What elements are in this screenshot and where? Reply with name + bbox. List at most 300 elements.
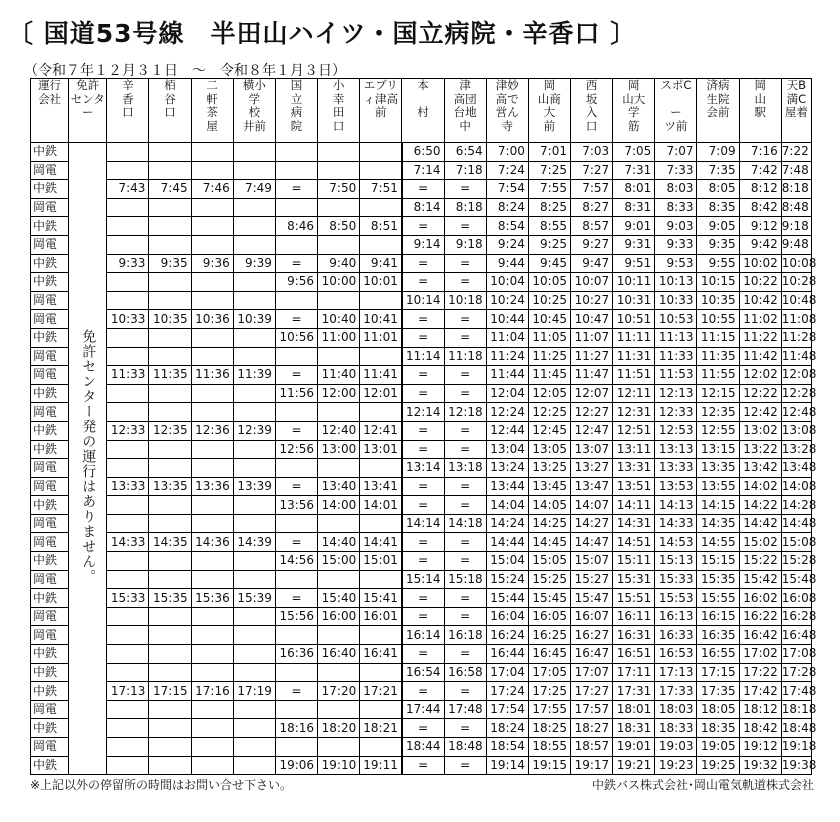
time-cell: 15:53 bbox=[655, 589, 697, 608]
time-cell: 19:25 bbox=[697, 756, 739, 775]
time-cell: 10:55 bbox=[697, 310, 739, 329]
time-cell: 15:18 bbox=[444, 570, 486, 589]
table-row bbox=[31, 273, 812, 292]
time-cell bbox=[107, 198, 149, 217]
time-cell: = bbox=[444, 180, 486, 199]
time-cell bbox=[107, 552, 149, 571]
period-label: （令和７年１２月３１日 ～ 令和８年１月３日） bbox=[24, 63, 346, 79]
time-cell: 15:22 bbox=[739, 552, 781, 571]
time-cell bbox=[149, 719, 191, 738]
time-cell bbox=[318, 626, 360, 645]
time-cell: 17:19 bbox=[233, 682, 275, 701]
time-cell: 14:31 bbox=[613, 514, 655, 533]
table-row bbox=[31, 217, 812, 236]
time-cell bbox=[233, 328, 275, 347]
table-row bbox=[31, 477, 812, 496]
time-cell: 10:47 bbox=[571, 310, 613, 329]
time-cell: 10:35 bbox=[149, 310, 191, 329]
time-cell: 13:18 bbox=[444, 459, 486, 478]
time-cell: 9:14 bbox=[402, 235, 444, 254]
time-cell bbox=[107, 570, 149, 589]
time-cell: 13:45 bbox=[528, 477, 570, 496]
operator-cell: 岡電 bbox=[31, 738, 69, 757]
time-cell: 13:28 bbox=[781, 440, 811, 459]
time-cell: 13:33 bbox=[655, 459, 697, 478]
operator-cell: 岡電 bbox=[31, 477, 69, 496]
operator-cell: 中鉄 bbox=[31, 756, 69, 775]
time-cell: 10:39 bbox=[233, 310, 275, 329]
time-cell: 17:15 bbox=[697, 663, 739, 682]
time-cell: 15:08 bbox=[781, 533, 811, 552]
table-row bbox=[31, 180, 812, 199]
time-cell bbox=[107, 626, 149, 645]
time-cell: = bbox=[444, 682, 486, 701]
time-cell: 17:08 bbox=[781, 645, 811, 664]
time-cell: 18:21 bbox=[360, 719, 402, 738]
time-cell: 12:41 bbox=[360, 421, 402, 440]
operator-cell: 岡電 bbox=[31, 198, 69, 217]
time-cell: 16:13 bbox=[655, 607, 697, 626]
time-cell bbox=[107, 700, 149, 719]
time-cell bbox=[318, 347, 360, 366]
time-cell: 17:28 bbox=[781, 663, 811, 682]
table-row bbox=[31, 570, 812, 589]
time-cell bbox=[360, 626, 402, 645]
time-cell bbox=[233, 217, 275, 236]
table-row bbox=[31, 347, 812, 366]
timetable bbox=[30, 78, 817, 775]
time-cell: 16:07 bbox=[571, 607, 613, 626]
time-cell: 19:10 bbox=[318, 756, 360, 775]
time-cell: 15:00 bbox=[318, 552, 360, 571]
time-cell bbox=[233, 235, 275, 254]
time-cell: 15:51 bbox=[613, 589, 655, 608]
time-cell: 11:51 bbox=[613, 366, 655, 385]
time-cell: 14:27 bbox=[571, 514, 613, 533]
time-cell: 16:40 bbox=[318, 645, 360, 664]
time-cell bbox=[360, 143, 402, 162]
time-cell: 13:42 bbox=[739, 459, 781, 478]
time-cell bbox=[360, 198, 402, 217]
time-cell: 17:44 bbox=[402, 700, 444, 719]
header-row bbox=[31, 79, 812, 143]
time-cell: 15:41 bbox=[360, 589, 402, 608]
table-row bbox=[31, 719, 812, 738]
time-cell: 10:41 bbox=[360, 310, 402, 329]
time-cell: 10:04 bbox=[486, 273, 528, 292]
time-cell: 11:47 bbox=[571, 366, 613, 385]
time-cell: 15:33 bbox=[655, 570, 697, 589]
time-cell: = bbox=[402, 756, 444, 775]
time-cell bbox=[360, 570, 402, 589]
time-cell: = bbox=[444, 496, 486, 515]
time-cell: 13:53 bbox=[655, 477, 697, 496]
time-cell: 19:15 bbox=[528, 756, 570, 775]
time-cell: 15:28 bbox=[781, 552, 811, 571]
time-cell: 9:35 bbox=[697, 235, 739, 254]
time-cell: 8:18 bbox=[444, 198, 486, 217]
time-cell bbox=[233, 626, 275, 645]
time-cell: 10:35 bbox=[697, 291, 739, 310]
operator-cell: 中鉄 bbox=[31, 180, 69, 199]
time-cell: 13:15 bbox=[697, 440, 739, 459]
time-cell: 12:07 bbox=[571, 384, 613, 403]
time-cell bbox=[318, 143, 360, 162]
time-cell bbox=[191, 514, 233, 533]
time-cell: 14:08 bbox=[781, 477, 811, 496]
time-cell: 9:42 bbox=[739, 235, 781, 254]
table-row bbox=[31, 496, 812, 515]
time-cell: 15:25 bbox=[528, 570, 570, 589]
time-cell: 15:02 bbox=[739, 533, 781, 552]
time-cell: = bbox=[444, 552, 486, 571]
time-cell: 12:08 bbox=[781, 366, 811, 385]
time-cell: = bbox=[444, 310, 486, 329]
time-cell: 10:45 bbox=[528, 310, 570, 329]
time-cell: 11:11 bbox=[613, 328, 655, 347]
time-cell: 10:31 bbox=[613, 291, 655, 310]
time-cell: 11:27 bbox=[571, 347, 613, 366]
time-cell: 12:39 bbox=[233, 421, 275, 440]
time-cell: = bbox=[275, 254, 317, 273]
time-cell bbox=[318, 291, 360, 310]
time-cell: 15:36 bbox=[191, 589, 233, 608]
time-cell: 7:48 bbox=[781, 161, 811, 180]
table-row bbox=[31, 161, 812, 180]
time-cell: 16:00 bbox=[318, 607, 360, 626]
time-cell: 13:56 bbox=[275, 496, 317, 515]
time-cell: 17:54 bbox=[486, 700, 528, 719]
table-row bbox=[31, 663, 812, 682]
time-cell: 18:03 bbox=[655, 700, 697, 719]
time-cell: 10:44 bbox=[486, 310, 528, 329]
time-cell: 13:02 bbox=[739, 421, 781, 440]
time-cell bbox=[360, 161, 402, 180]
time-cell: 16:28 bbox=[781, 607, 811, 626]
time-cell: 7:22 bbox=[781, 143, 811, 162]
time-cell bbox=[191, 700, 233, 719]
time-cell: 17:48 bbox=[444, 700, 486, 719]
time-cell: 17:57 bbox=[571, 700, 613, 719]
time-cell bbox=[360, 663, 402, 682]
time-cell bbox=[318, 663, 360, 682]
time-cell bbox=[149, 514, 191, 533]
time-cell bbox=[318, 738, 360, 757]
time-cell: 16:14 bbox=[402, 626, 444, 645]
time-cell bbox=[275, 700, 317, 719]
time-cell: 15:07 bbox=[571, 552, 613, 571]
time-cell bbox=[233, 161, 275, 180]
time-cell: 17:20 bbox=[318, 682, 360, 701]
table-row bbox=[31, 459, 812, 478]
time-cell bbox=[191, 607, 233, 626]
time-cell: 14:51 bbox=[613, 533, 655, 552]
time-cell: 14:44 bbox=[486, 533, 528, 552]
time-cell: 14:56 bbox=[275, 552, 317, 571]
time-cell: 18:54 bbox=[486, 738, 528, 757]
time-cell: 12:00 bbox=[318, 384, 360, 403]
time-cell bbox=[191, 626, 233, 645]
time-cell bbox=[107, 440, 149, 459]
time-cell: 12:22 bbox=[739, 384, 781, 403]
time-cell: = bbox=[444, 217, 486, 236]
time-cell bbox=[233, 496, 275, 515]
time-cell: 10:36 bbox=[191, 310, 233, 329]
time-cell: 9:47 bbox=[571, 254, 613, 273]
time-cell: 10:13 bbox=[655, 273, 697, 292]
time-cell: 17:48 bbox=[781, 682, 811, 701]
time-cell bbox=[233, 719, 275, 738]
time-cell: 18:20 bbox=[318, 719, 360, 738]
col-header: 津 高団 台地 中 bbox=[444, 79, 486, 143]
time-cell: 17:04 bbox=[486, 663, 528, 682]
time-cell: 14:33 bbox=[655, 514, 697, 533]
time-cell bbox=[107, 514, 149, 533]
time-cell: 16:36 bbox=[275, 645, 317, 664]
time-cell bbox=[149, 663, 191, 682]
time-cell: 12:15 bbox=[697, 384, 739, 403]
time-cell bbox=[191, 440, 233, 459]
operator-cell: 中鉄 bbox=[31, 719, 69, 738]
time-cell: = bbox=[402, 180, 444, 199]
time-cell: 12:31 bbox=[613, 403, 655, 422]
time-cell: 9:39 bbox=[233, 254, 275, 273]
time-cell: 7:01 bbox=[528, 143, 570, 162]
col-header: 本 村 bbox=[402, 79, 444, 143]
time-cell: 19:03 bbox=[655, 738, 697, 757]
time-cell: 11:39 bbox=[233, 366, 275, 385]
time-cell: 11:55 bbox=[697, 366, 739, 385]
time-cell: 11:14 bbox=[402, 347, 444, 366]
time-cell: 7:00 bbox=[486, 143, 528, 162]
operator-cell: 中鉄 bbox=[31, 143, 69, 162]
col-header: 栢 谷 口 bbox=[149, 79, 191, 143]
time-cell: 14:33 bbox=[107, 533, 149, 552]
time-cell: 8:46 bbox=[275, 217, 317, 236]
time-cell bbox=[318, 570, 360, 589]
time-cell: = bbox=[444, 645, 486, 664]
time-cell: 7:07 bbox=[655, 143, 697, 162]
time-cell: 10:24 bbox=[486, 291, 528, 310]
time-cell: 11:01 bbox=[360, 328, 402, 347]
time-cell: 13:07 bbox=[571, 440, 613, 459]
time-cell: 7:43 bbox=[107, 180, 149, 199]
operator-cell: 中鉄 bbox=[31, 421, 69, 440]
time-cell bbox=[191, 403, 233, 422]
time-cell: 14:41 bbox=[360, 533, 402, 552]
operator-cell: 中鉄 bbox=[31, 440, 69, 459]
time-cell: 10:40 bbox=[318, 310, 360, 329]
time-cell: = bbox=[444, 254, 486, 273]
time-cell bbox=[275, 198, 317, 217]
time-cell bbox=[107, 719, 149, 738]
time-cell bbox=[191, 198, 233, 217]
time-cell: 10:11 bbox=[613, 273, 655, 292]
time-cell: 9:40 bbox=[318, 254, 360, 273]
time-cell: = bbox=[444, 440, 486, 459]
time-cell: = bbox=[444, 533, 486, 552]
time-cell: 17:25 bbox=[528, 682, 570, 701]
time-cell: 16:18 bbox=[444, 626, 486, 645]
time-cell: 12:56 bbox=[275, 440, 317, 459]
time-cell: 8:05 bbox=[697, 180, 739, 199]
time-cell bbox=[191, 328, 233, 347]
time-cell: 14:05 bbox=[528, 496, 570, 515]
operator-cell: 岡電 bbox=[31, 514, 69, 533]
time-cell: 14:22 bbox=[739, 496, 781, 515]
time-cell: 17:16 bbox=[191, 682, 233, 701]
time-cell: 15:01 bbox=[360, 552, 402, 571]
time-cell: 14:04 bbox=[486, 496, 528, 515]
time-cell bbox=[233, 663, 275, 682]
col-header: 天B 満C 屋着 bbox=[781, 79, 811, 143]
time-cell: 12:28 bbox=[781, 384, 811, 403]
time-cell bbox=[107, 235, 149, 254]
time-cell: 8:42 bbox=[739, 198, 781, 217]
time-cell bbox=[191, 570, 233, 589]
time-cell: 7:46 bbox=[191, 180, 233, 199]
time-cell: 14:11 bbox=[613, 496, 655, 515]
col-header: 二 軒 茶 屋 bbox=[191, 79, 233, 143]
operator-cell: 岡電 bbox=[31, 533, 69, 552]
col-header: 免許 センター bbox=[69, 79, 107, 143]
time-cell: 9:27 bbox=[571, 235, 613, 254]
time-cell: 15:35 bbox=[697, 570, 739, 589]
time-cell: = bbox=[275, 477, 317, 496]
time-cell: 19:17 bbox=[571, 756, 613, 775]
time-cell: 10:22 bbox=[739, 273, 781, 292]
time-cell: = bbox=[402, 366, 444, 385]
time-cell: 9:24 bbox=[486, 235, 528, 254]
time-cell bbox=[275, 626, 317, 645]
time-cell: 10:00 bbox=[318, 273, 360, 292]
time-cell: 9:48 bbox=[781, 235, 811, 254]
time-cell: 17:27 bbox=[571, 682, 613, 701]
time-cell bbox=[149, 235, 191, 254]
time-cell bbox=[191, 719, 233, 738]
time-cell bbox=[107, 384, 149, 403]
time-cell: 6:54 bbox=[444, 143, 486, 162]
time-cell: = bbox=[402, 552, 444, 571]
time-cell: 7:35 bbox=[697, 161, 739, 180]
time-cell: 13:08 bbox=[781, 421, 811, 440]
time-cell: 16:44 bbox=[486, 645, 528, 664]
time-cell bbox=[149, 756, 191, 775]
time-cell: 13:35 bbox=[149, 477, 191, 496]
time-cell bbox=[107, 161, 149, 180]
time-cell: = bbox=[402, 310, 444, 329]
time-cell bbox=[149, 161, 191, 180]
time-cell: 19:11 bbox=[360, 756, 402, 775]
time-cell: = bbox=[275, 533, 317, 552]
time-cell: 15:45 bbox=[528, 589, 570, 608]
time-cell: 16:25 bbox=[528, 626, 570, 645]
operator-cell: 中鉄 bbox=[31, 496, 69, 515]
time-cell bbox=[233, 403, 275, 422]
time-cell bbox=[191, 738, 233, 757]
col-header: 岡 山 駅 bbox=[739, 79, 781, 143]
time-cell: 13:05 bbox=[528, 440, 570, 459]
time-cell: 19:06 bbox=[275, 756, 317, 775]
time-cell bbox=[233, 291, 275, 310]
time-cell: 13:35 bbox=[697, 459, 739, 478]
time-cell bbox=[149, 217, 191, 236]
time-cell: 10:51 bbox=[613, 310, 655, 329]
time-cell: 11:56 bbox=[275, 384, 317, 403]
time-cell: 14:07 bbox=[571, 496, 613, 515]
time-cell bbox=[233, 607, 275, 626]
time-cell bbox=[149, 347, 191, 366]
time-cell bbox=[191, 645, 233, 664]
time-cell: 15:04 bbox=[486, 552, 528, 571]
time-cell bbox=[149, 459, 191, 478]
time-cell: 16:41 bbox=[360, 645, 402, 664]
time-cell: 18:16 bbox=[275, 719, 317, 738]
time-cell bbox=[275, 570, 317, 589]
time-cell: = bbox=[402, 719, 444, 738]
operator-cell: 岡電 bbox=[31, 291, 69, 310]
time-cell bbox=[233, 440, 275, 459]
time-cell: 8:24 bbox=[486, 198, 528, 217]
time-cell: = bbox=[444, 719, 486, 738]
time-cell: 9:41 bbox=[360, 254, 402, 273]
time-cell: 13:41 bbox=[360, 477, 402, 496]
col-header: 岡 山商 大 前 bbox=[528, 79, 570, 143]
time-cell: 10:25 bbox=[528, 291, 570, 310]
time-cell: 7:57 bbox=[571, 180, 613, 199]
time-cell: 17:13 bbox=[655, 663, 697, 682]
time-cell: = bbox=[444, 477, 486, 496]
time-cell: 19:12 bbox=[739, 738, 781, 757]
time-cell: = bbox=[402, 645, 444, 664]
time-cell: 17:24 bbox=[486, 682, 528, 701]
time-cell: 13:01 bbox=[360, 440, 402, 459]
time-cell: 14:15 bbox=[697, 496, 739, 515]
time-cell: 11:22 bbox=[739, 328, 781, 347]
time-cell: 8:55 bbox=[528, 217, 570, 236]
time-cell: 9:31 bbox=[613, 235, 655, 254]
time-cell: 7:50 bbox=[318, 180, 360, 199]
time-cell: = bbox=[275, 310, 317, 329]
time-cell: 11:35 bbox=[149, 366, 191, 385]
table-row bbox=[31, 235, 812, 254]
table-row bbox=[31, 403, 812, 422]
time-cell bbox=[233, 384, 275, 403]
time-cell: 15:47 bbox=[571, 589, 613, 608]
time-cell: 8:25 bbox=[528, 198, 570, 217]
time-cell bbox=[233, 700, 275, 719]
time-cell: = bbox=[444, 589, 486, 608]
time-cell bbox=[191, 384, 233, 403]
time-cell bbox=[191, 217, 233, 236]
time-cell: 7:24 bbox=[486, 161, 528, 180]
time-cell: 11:04 bbox=[486, 328, 528, 347]
time-cell: 10:53 bbox=[655, 310, 697, 329]
time-cell: 14:01 bbox=[360, 496, 402, 515]
time-cell: 7:49 bbox=[233, 180, 275, 199]
time-cell: 18:44 bbox=[402, 738, 444, 757]
time-cell: 18:33 bbox=[655, 719, 697, 738]
time-cell: 14:24 bbox=[486, 514, 528, 533]
time-cell: = bbox=[402, 607, 444, 626]
time-cell: 11:00 bbox=[318, 328, 360, 347]
operator-cell: 岡電 bbox=[31, 459, 69, 478]
time-cell: 8:31 bbox=[613, 198, 655, 217]
time-cell: 10:01 bbox=[360, 273, 402, 292]
time-cell: 12:05 bbox=[528, 384, 570, 403]
time-cell: 19:14 bbox=[486, 756, 528, 775]
time-cell bbox=[360, 235, 402, 254]
